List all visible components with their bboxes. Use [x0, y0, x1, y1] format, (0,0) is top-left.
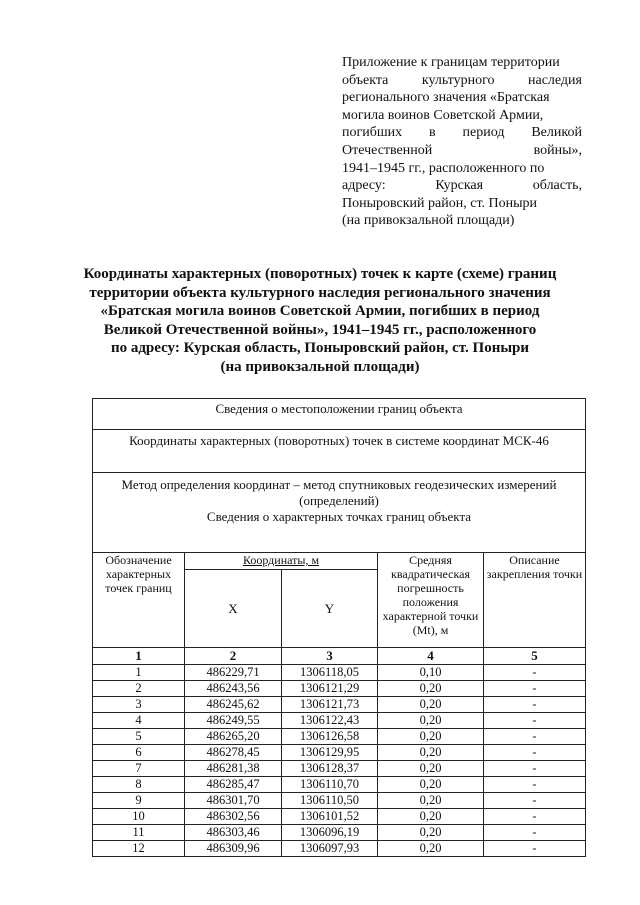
mean-error: 0,20: [378, 697, 484, 713]
mean-error: 0,20: [378, 825, 484, 841]
appendix-line: (на привокзальной площади): [342, 213, 515, 229]
coordinates-table: [92, 398, 586, 857]
header-error: Средняя квадратическая погрешность положения характерной точки (Mt), м: [378, 553, 484, 648]
fixing-description: -: [484, 681, 586, 697]
mean-error: 0,10: [378, 665, 484, 681]
table-row: [93, 681, 586, 697]
point-number: 5: [93, 729, 185, 745]
point-number: 10: [93, 809, 185, 825]
appendix-line: Поныровский район, ст. Поныри: [342, 195, 538, 211]
fixing-description: -: [484, 713, 586, 729]
point-number: 3: [93, 697, 185, 713]
coord-y: 1306121,29: [282, 681, 378, 697]
coord-x: 486249,55: [185, 713, 282, 729]
header-y: Y: [282, 570, 378, 648]
table-row: [93, 665, 586, 681]
fixing-description: -: [484, 665, 586, 681]
mean-error: 0,20: [378, 729, 484, 745]
coord-x: 486301,70: [185, 793, 282, 809]
section-location: [93, 399, 586, 430]
coord-y: 1306129,95: [282, 745, 378, 761]
appendix-line: [342, 72, 582, 90]
fixing-description: -: [484, 793, 586, 809]
point-number: 4: [93, 713, 185, 729]
column-number: 4: [378, 648, 484, 665]
point-number: 6: [93, 745, 185, 761]
column-number: 5: [484, 648, 586, 665]
header-row: [93, 553, 586, 570]
title-line: Великой Отечественной войны», 1941–1945 гг., расположенного: [103, 321, 537, 338]
fixing-description: -: [484, 761, 586, 777]
appendix-line: Приложение к границам территории: [342, 55, 560, 70]
title-line: по адресу: Курская область, Поныровский район, ст. Поныри: [110, 340, 530, 357]
appendix-note: [342, 54, 582, 230]
section-coordinate-system: [93, 430, 586, 473]
point-number: 1: [93, 665, 185, 681]
table-row: [93, 745, 586, 761]
appendix-word: объекта: [342, 72, 389, 88]
title-line: Координаты характерных (поворотных) точек к карте (схеме) границ: [83, 266, 557, 282]
title-line: (на привокзальной площади): [220, 358, 420, 375]
coord-x: 486309,96: [185, 841, 282, 857]
appendix-word: Отечественной: [342, 142, 433, 158]
section-method: [93, 473, 586, 553]
mean-error: 0,20: [378, 713, 484, 729]
table-row: [93, 793, 586, 809]
table-row: [93, 825, 586, 841]
appendix-line: [342, 124, 582, 142]
appendix-word: погибших: [342, 125, 403, 141]
column-number: 1: [93, 648, 185, 665]
document-title: [60, 265, 580, 377]
appendix-word: адресу:: [342, 178, 386, 194]
fixing-description: -: [484, 777, 586, 793]
section-location-text: Сведения о местоположении границ объекта: [93, 399, 586, 430]
fixing-description: -: [484, 825, 586, 841]
coord-y: 1306110,70: [282, 777, 378, 793]
column-number: 2: [185, 648, 282, 665]
appendix-word: Курская: [435, 178, 484, 194]
coord-x: 486243,56: [185, 681, 282, 697]
coord-y: 1306128,37: [282, 761, 378, 777]
appendix-line: [342, 142, 582, 160]
appendix-line: 1941–1945 гг., расположенного по: [342, 160, 545, 176]
coord-x: 486265,20: [185, 729, 282, 745]
coord-x: 486302,56: [185, 809, 282, 825]
appendix-word: Великой: [531, 125, 582, 141]
coord-x: 486303,46: [185, 825, 282, 841]
section-coordinate-system-text: Координаты характерных (поворотных) точек в системе координат МСК-46: [93, 430, 586, 473]
coord-y: 1306121,73: [282, 697, 378, 713]
coord-y: 1306126,58: [282, 729, 378, 745]
table-row: [93, 809, 586, 825]
appendix-word: область,: [532, 178, 582, 194]
point-number: 11: [93, 825, 185, 841]
table-row: [93, 777, 586, 793]
appendix-word: период: [462, 125, 505, 141]
coord-x: 486278,45: [185, 745, 282, 761]
mean-error: 0,20: [378, 793, 484, 809]
coord-x: 486281,38: [185, 761, 282, 777]
table-row: [93, 761, 586, 777]
header-coordinates: Координаты, м: [185, 553, 378, 570]
appendix-word: войны»,: [533, 142, 582, 158]
coord-y: 1306096,19: [282, 825, 378, 841]
point-number: 8: [93, 777, 185, 793]
point-number: 2: [93, 681, 185, 697]
coord-x: 486245,62: [185, 697, 282, 713]
header-x: X: [185, 570, 282, 648]
coord-x: 486229,71: [185, 665, 282, 681]
mean-error: 0,20: [378, 761, 484, 777]
appendix-word: культурного: [421, 72, 495, 88]
title-line: территории объекта культурного наследия регионального значения: [89, 284, 551, 301]
coord-y: 1306097,93: [282, 841, 378, 857]
method-line-1: Метод определения координат – метод спутниковых геодезических измерений: [121, 477, 557, 492]
point-number: 9: [93, 793, 185, 809]
fixing-description: -: [484, 697, 586, 713]
point-number: 7: [93, 761, 185, 777]
appendix-line: могила воинов Советской Армии,: [342, 107, 544, 123]
mean-error: 0,20: [378, 777, 484, 793]
coord-y: 1306101,52: [282, 809, 378, 825]
points-info-heading: Сведения о характерных точках границ объекта: [206, 509, 472, 524]
column-number-row: [93, 648, 586, 665]
appendix-line: [342, 177, 582, 195]
mean-error: 0,20: [378, 745, 484, 761]
table-row: [93, 841, 586, 857]
coord-y: 1306122,43: [282, 713, 378, 729]
coord-y: 1306110,50: [282, 793, 378, 809]
header-description: Описание закрепления точки: [484, 553, 586, 648]
point-number: 12: [93, 841, 185, 857]
fixing-description: -: [484, 809, 586, 825]
header-designation: Обозначение характерных точек границ: [93, 553, 185, 648]
table-row: [93, 713, 586, 729]
coord-y: 1306118,05: [282, 665, 378, 681]
mean-error: 0,20: [378, 681, 484, 697]
mean-error: 0,20: [378, 809, 484, 825]
appendix-line: регионального значения «Братская: [342, 90, 550, 106]
table-row: [93, 729, 586, 745]
appendix-word: наследия: [527, 72, 582, 88]
appendix-word: в: [429, 125, 436, 141]
method-line-2: (определений): [299, 493, 379, 508]
title-line: «Братская могила воинов Советской Армии, погибших в период: [100, 303, 540, 320]
fixing-description: -: [484, 745, 586, 761]
fixing-description: -: [484, 841, 586, 857]
coord-x: 486285,47: [185, 777, 282, 793]
column-number: 3: [282, 648, 378, 665]
fixing-description: -: [484, 729, 586, 745]
mean-error: 0,20: [378, 841, 484, 857]
table-row: [93, 697, 586, 713]
